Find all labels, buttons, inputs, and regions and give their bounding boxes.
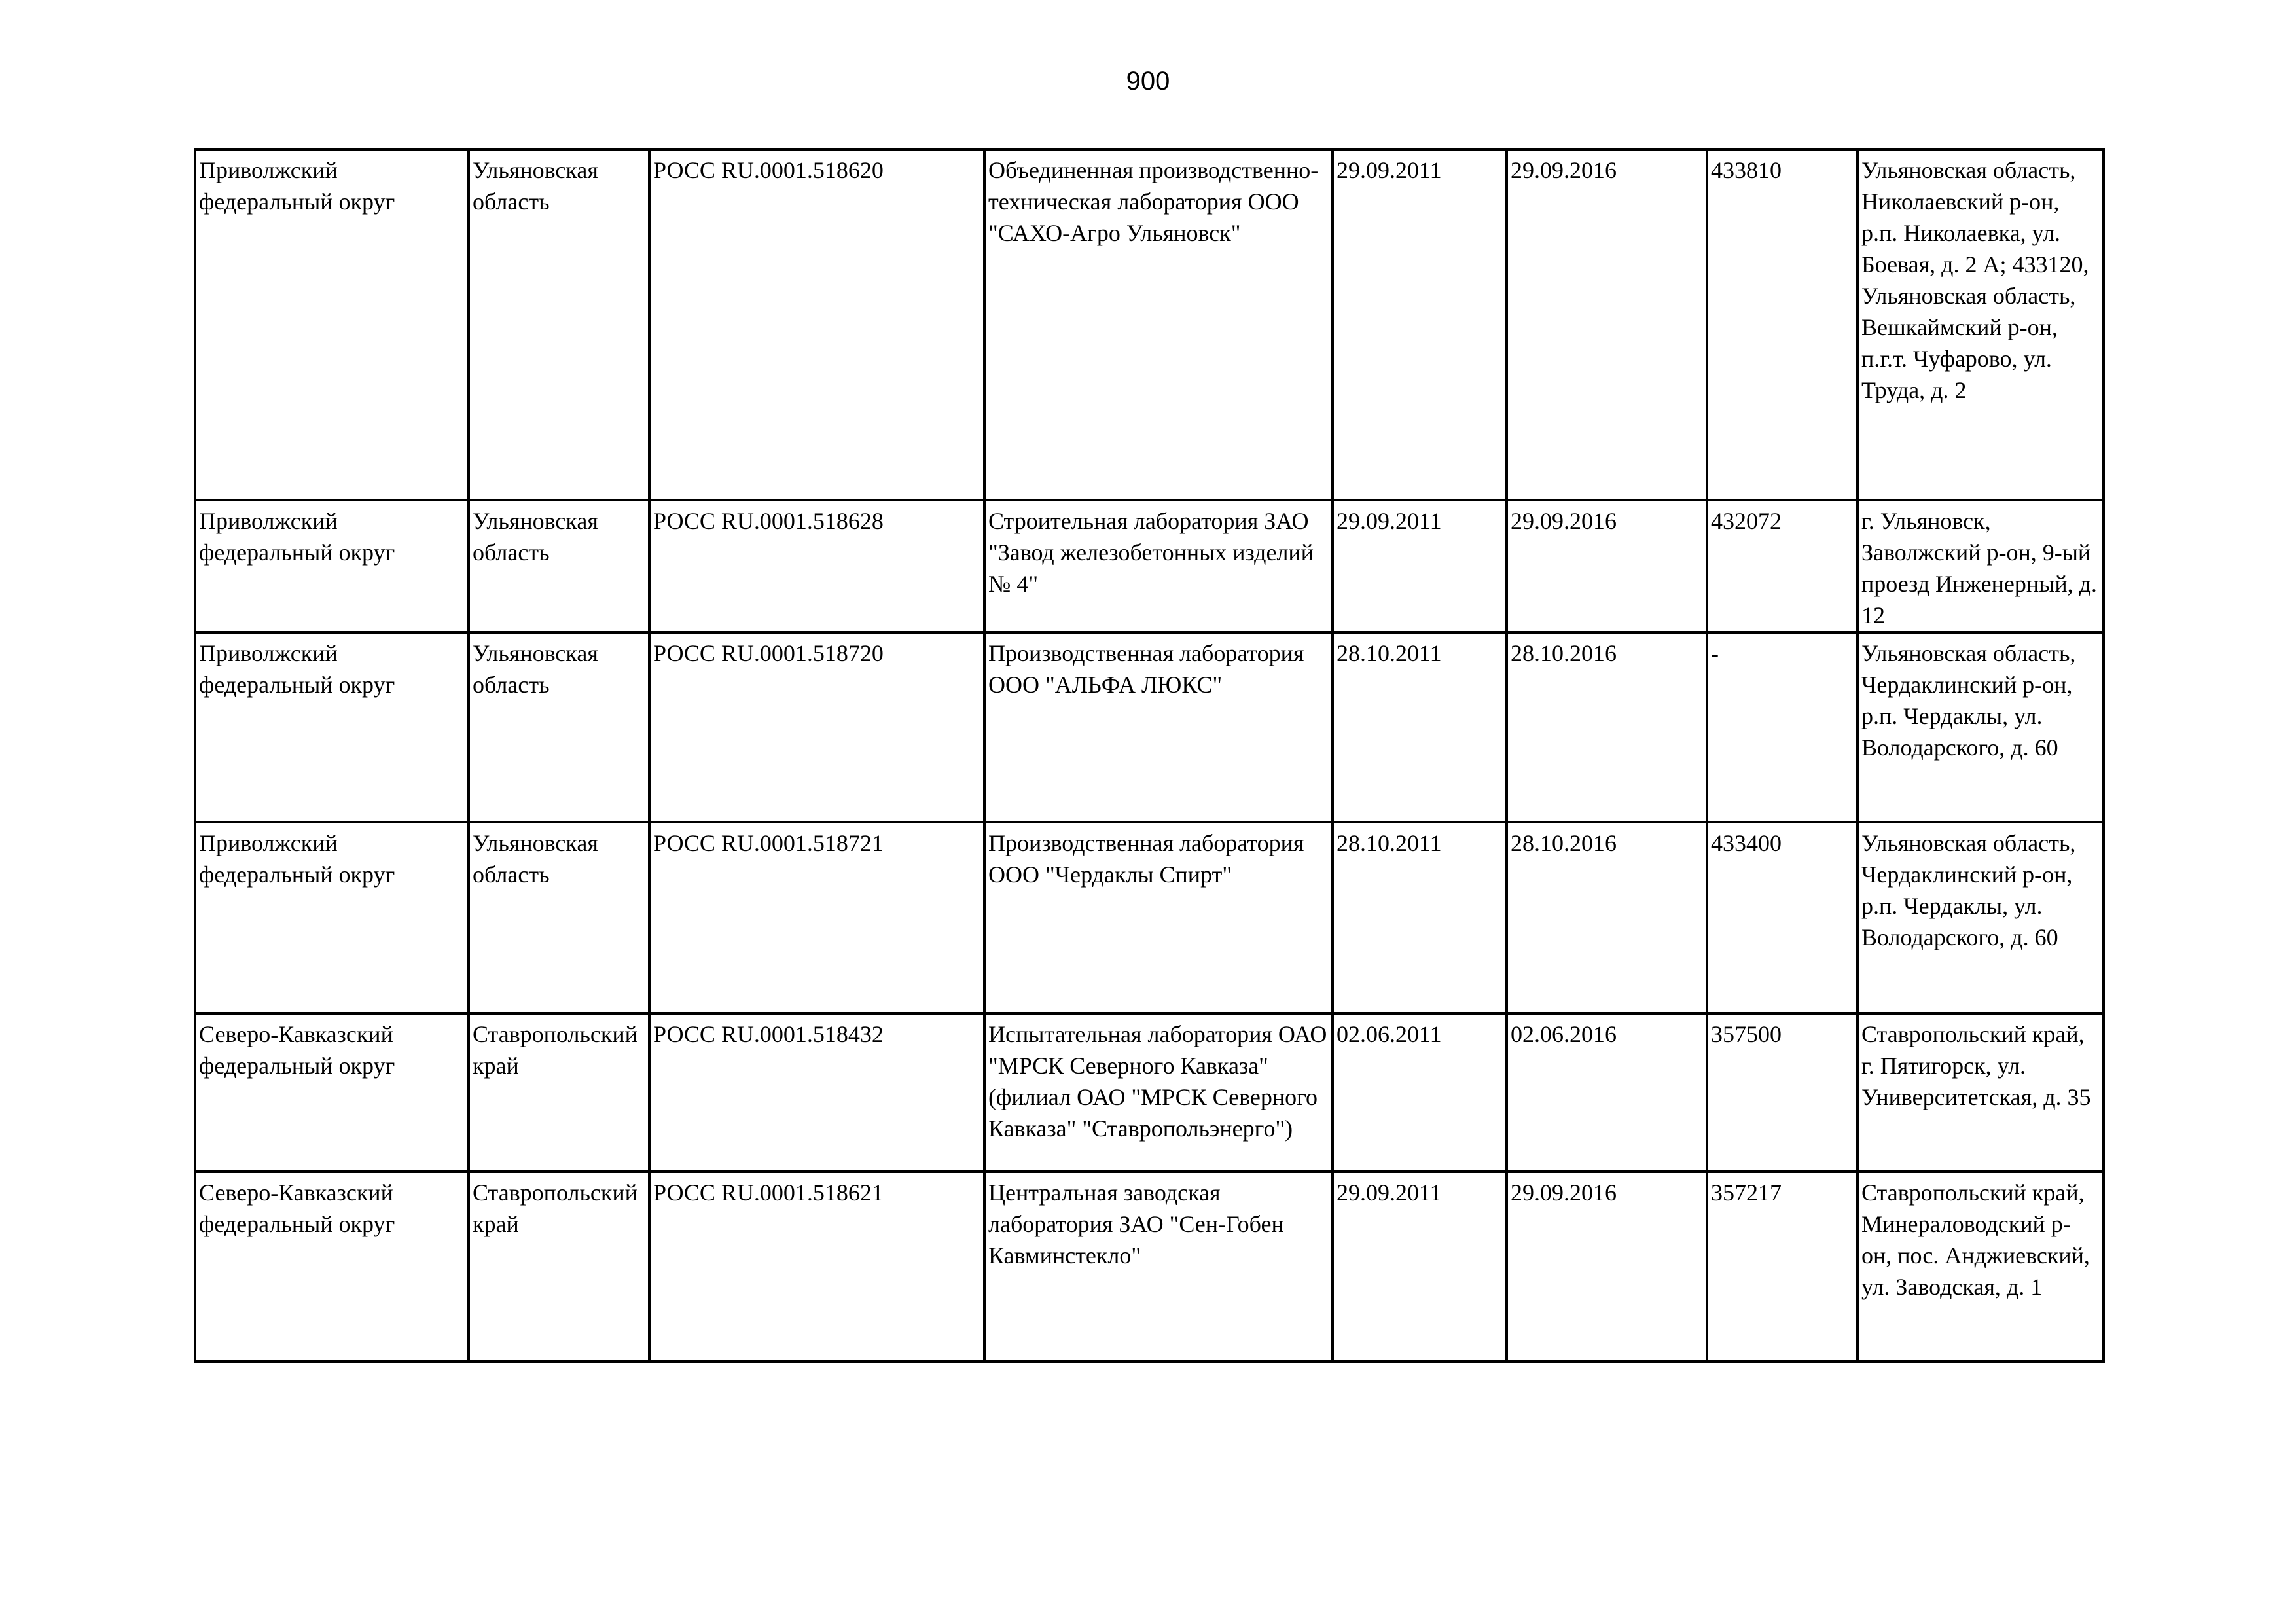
cell-reg-number: РОСС RU.0001.518628 — [649, 500, 984, 632]
cell-postal-code: 433810 — [1707, 149, 1857, 500]
cell-laboratory-name: Строительная лаборатория ЗАО "Завод железобетонных изделий № 4" — [984, 500, 1333, 632]
cell-address: Ульяновская область, Николаевский р-он, р.п. Николаевка, ул. Боевая, д. 2 А; 433120, Ульяновская область, Вешкаймский р-он, п.г.т. Чуфарово, ул. Труда, д. 2 — [1857, 149, 2104, 500]
cell-laboratory-name: Испытательная лаборатория ОАО "МРСК Северного Кавказа" (филиал ОАО "МРСК Северного Кавказа" "Ставропольэнерго") — [984, 1013, 1333, 1172]
cell-district: Приволжский федеральный округ — [195, 500, 469, 632]
cell-region: Ульяновская область — [469, 500, 649, 632]
cell-address: г. Ульяновск, Заволжский р-он, 9-ый проезд Инженерный, д. 12 — [1857, 500, 2104, 632]
cell-address: Ставропольский край, Минераловодский р-он, пос. Анджиевский, ул. Заводская, д. 1 — [1857, 1172, 2104, 1362]
cell-postal-code: - — [1707, 632, 1857, 822]
cell-address: Ставропольский край, г. Пятигорск, ул. Университетская, д. 35 — [1857, 1013, 2104, 1172]
laboratory-registry-table — [194, 148, 2105, 1363]
table-row — [195, 822, 2104, 1013]
table-row — [195, 632, 2104, 822]
cell-date-to: 29.09.2016 — [1507, 1172, 1707, 1362]
cell-date-to: 28.10.2016 — [1507, 822, 1707, 1013]
cell-region: Ставропольский край — [469, 1172, 649, 1362]
cell-date-from: 28.10.2011 — [1333, 632, 1507, 822]
table-row — [195, 500, 2104, 632]
cell-laboratory-name: Производственная лаборатория ООО "АЛЬФА ЛЮКС" — [984, 632, 1333, 822]
page-number: 900 — [1126, 67, 1170, 96]
cell-district: Приволжский федеральный округ — [195, 149, 469, 500]
cell-district: Северо-Кавказский федеральный округ — [195, 1172, 469, 1362]
cell-postal-code: 433400 — [1707, 822, 1857, 1013]
table-row — [195, 1172, 2104, 1362]
cell-date-to: 29.09.2016 — [1507, 500, 1707, 632]
cell-reg-number: РОСС RU.0001.518621 — [649, 1172, 984, 1362]
cell-date-to: 02.06.2016 — [1507, 1013, 1707, 1172]
cell-postal-code: 357500 — [1707, 1013, 1857, 1172]
cell-date-from: 28.10.2011 — [1333, 822, 1507, 1013]
cell-reg-number: РОСС RU.0001.518720 — [649, 632, 984, 822]
cell-laboratory-name: Центральная заводская лаборатория ЗАО "Сен-Гобен Кавминстекло" — [984, 1172, 1333, 1362]
cell-postal-code: 357217 — [1707, 1172, 1857, 1362]
table-row — [195, 149, 2104, 500]
cell-address: Ульяновская область, Чердаклинский р-он, р.п. Чердаклы, ул. Володарского, д. 60 — [1857, 822, 2104, 1013]
cell-date-to: 29.09.2016 — [1507, 149, 1707, 500]
cell-laboratory-name: Объединенная производственно-техническая лаборатория ООО "САХО-Агро Ульяновск" — [984, 149, 1333, 500]
cell-laboratory-name: Производственная лаборатория ООО "Чердаклы Спирт" — [984, 822, 1333, 1013]
cell-reg-number: РОСС RU.0001.518432 — [649, 1013, 984, 1172]
cell-region: Ульяновская область — [469, 149, 649, 500]
cell-district: Северо-Кавказский федеральный округ — [195, 1013, 469, 1172]
cell-region: Ульяновская область — [469, 632, 649, 822]
cell-district: Приволжский федеральный округ — [195, 632, 469, 822]
cell-region: Ставропольский край — [469, 1013, 649, 1172]
cell-reg-number: РОСС RU.0001.518620 — [649, 149, 984, 500]
cell-region: Ульяновская область — [469, 822, 649, 1013]
cell-reg-number: РОСС RU.0001.518721 — [649, 822, 984, 1013]
cell-date-from: 29.09.2011 — [1333, 500, 1507, 632]
cell-date-to: 28.10.2016 — [1507, 632, 1707, 822]
cell-date-from: 02.06.2011 — [1333, 1013, 1507, 1172]
cell-date-from: 29.09.2011 — [1333, 149, 1507, 500]
table-row — [195, 1013, 2104, 1172]
cell-date-from: 29.09.2011 — [1333, 1172, 1507, 1362]
cell-postal-code: 432072 — [1707, 500, 1857, 632]
cell-district: Приволжский федеральный округ — [195, 822, 469, 1013]
cell-address: Ульяновская область, Чердаклинский р-он, р.п. Чердаклы, ул. Володарского, д. 60 — [1857, 632, 2104, 822]
